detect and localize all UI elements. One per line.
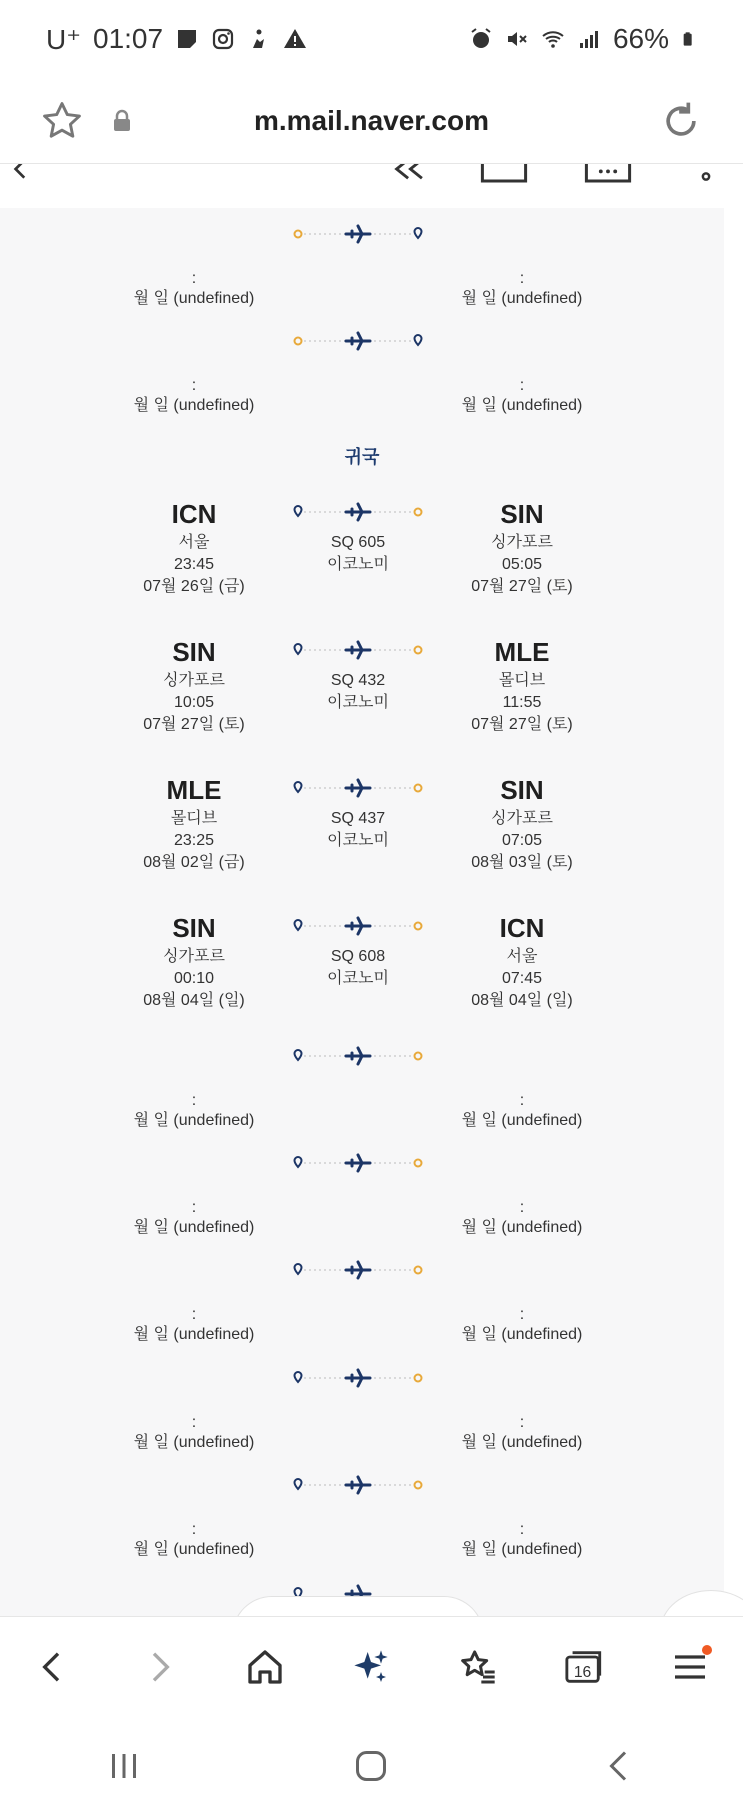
left-date: 월 일 (undefined) xyxy=(133,1112,255,1129)
tabs-icon xyxy=(564,1647,604,1687)
plane-icon xyxy=(346,1370,370,1386)
recents-icon xyxy=(106,1748,142,1784)
right-date: 월 일 (undefined) xyxy=(461,397,583,414)
departure-city: 몰디브 xyxy=(170,810,218,827)
left-date: 월 일 (undefined) xyxy=(133,290,255,307)
home-icon xyxy=(245,1647,285,1687)
arrival-date: 08월 03일 (토) xyxy=(471,854,573,871)
tabs-button[interactable] xyxy=(556,1639,612,1695)
clock: 01:07 xyxy=(93,23,164,54)
left-time: : xyxy=(191,1414,197,1431)
arrival-time: 05:05 xyxy=(501,556,543,573)
flight-number: SQ 432 xyxy=(330,672,386,689)
departure-time: 00:10 xyxy=(173,970,215,987)
battery-percent: 66% xyxy=(612,23,669,54)
bookmarks-icon xyxy=(458,1647,498,1687)
right-time: : xyxy=(519,1521,525,1538)
route-line xyxy=(290,914,426,938)
wifi-icon xyxy=(541,27,565,51)
mail-toolbar xyxy=(0,164,743,208)
tbd-row xyxy=(0,222,724,342)
left-date: 월 일 (undefined) xyxy=(133,1326,255,1343)
flight-row xyxy=(0,774,724,894)
route-line xyxy=(290,222,426,246)
cabin-class: 이코노미 xyxy=(327,556,389,573)
arrival-code: SIN xyxy=(500,775,544,805)
mail-box-icon[interactable] xyxy=(480,164,528,184)
forward-icon xyxy=(139,1647,179,1687)
flight-row xyxy=(0,498,724,618)
arrival-city: 싱가포르 xyxy=(491,534,553,551)
plane-icon xyxy=(346,1155,370,1171)
instagram-icon xyxy=(211,27,235,51)
more-box-icon[interactable] xyxy=(584,164,632,184)
arrival-city: 싱가포르 xyxy=(491,810,553,827)
sparkle-icon xyxy=(351,1647,391,1687)
arrival xyxy=(422,636,622,736)
departure-code: SIN xyxy=(172,913,216,943)
left-date: 월 일 (undefined) xyxy=(133,1219,255,1236)
departure-city: 서울 xyxy=(178,534,210,551)
flight-number: SQ 605 xyxy=(330,534,386,551)
route-line xyxy=(290,1258,426,1282)
left-date: 월 일 (undefined) xyxy=(133,397,255,414)
tbd-row xyxy=(0,1258,724,1378)
home-button[interactable] xyxy=(237,1639,293,1695)
tbd-row xyxy=(0,1473,724,1593)
note-icon xyxy=(175,27,199,51)
plane-icon xyxy=(346,1048,370,1064)
departure-date: 07월 26일 (금) xyxy=(143,578,245,595)
plane-icon xyxy=(346,642,370,658)
back-system-button[interactable] xyxy=(589,1736,649,1796)
departure-date: 07월 27일 (토) xyxy=(143,716,245,733)
arrival xyxy=(422,912,622,1012)
departure-date: 08월 02일 (금) xyxy=(143,854,245,871)
warning-icon xyxy=(283,27,307,51)
right-date: 월 일 (undefined) xyxy=(461,1434,583,1451)
arrival-date: 07월 27일 (토) xyxy=(471,578,573,595)
ai-assistant-button[interactable] xyxy=(343,1639,399,1695)
route-line xyxy=(290,500,426,524)
status-bar xyxy=(0,0,743,78)
right-time: : xyxy=(519,1306,525,1323)
plane-icon xyxy=(346,780,370,796)
left-time: : xyxy=(191,377,197,394)
departure-code: MLE xyxy=(166,775,222,805)
arrival xyxy=(422,498,622,598)
tbd-row xyxy=(0,329,724,449)
route-line xyxy=(290,1044,426,1068)
departure-time: 23:45 xyxy=(173,556,215,573)
status-left xyxy=(46,23,307,56)
tbd-row xyxy=(0,1044,724,1164)
cabin-class: 이코노미 xyxy=(327,970,389,987)
departure-code: SIN xyxy=(172,637,216,667)
url-bar xyxy=(0,78,743,164)
right-time: : xyxy=(519,270,525,287)
plane-icon xyxy=(346,918,370,934)
flight-row xyxy=(0,912,724,1032)
departure-city: 싱가포르 xyxy=(163,948,225,965)
arrival-code: ICN xyxy=(499,913,545,943)
arrival-code: MLE xyxy=(494,637,550,667)
status-right xyxy=(469,23,697,55)
right-time: : xyxy=(519,377,525,394)
back-arrow-icon[interactable] xyxy=(8,164,34,184)
right-date: 월 일 (undefined) xyxy=(461,1219,583,1236)
arrival xyxy=(422,774,622,874)
route-line xyxy=(290,329,426,353)
bookmarks-button[interactable] xyxy=(450,1639,506,1695)
route-line xyxy=(290,1366,426,1390)
plane-icon xyxy=(346,504,370,520)
star-icon[interactable] xyxy=(40,99,84,143)
right-time: : xyxy=(519,1092,525,1109)
scroll-track xyxy=(724,208,743,1616)
arrival-time: 07:05 xyxy=(501,832,543,849)
departure-city: 싱가포르 xyxy=(163,672,225,689)
accessibility-icon xyxy=(247,27,271,51)
arrival-date: 08월 04일 (일) xyxy=(471,992,573,1009)
battery-icon xyxy=(681,27,697,51)
departure-code: ICN xyxy=(171,499,217,529)
right-date: 월 일 (undefined) xyxy=(461,290,583,307)
arrival-code: SIN xyxy=(500,499,544,529)
tbd-row xyxy=(0,1366,724,1486)
right-date: 월 일 (undefined) xyxy=(461,1326,583,1343)
right-time: : xyxy=(519,1199,525,1216)
carrier-label: U⁺ xyxy=(46,23,81,55)
tab-count: 16 xyxy=(573,1664,592,1681)
back-chevron-icon xyxy=(601,1748,637,1784)
left-time: : xyxy=(191,270,197,287)
route-line xyxy=(290,1473,426,1497)
right-date: 월 일 (undefined) xyxy=(461,1541,583,1558)
kebab-menu-icon[interactable] xyxy=(696,164,716,184)
plane-icon xyxy=(346,333,370,349)
flight-number: SQ 608 xyxy=(330,948,386,965)
route-line xyxy=(290,1151,426,1175)
left-date: 월 일 (undefined) xyxy=(133,1541,255,1558)
plane-icon xyxy=(346,1477,370,1493)
arrival-time: 11:55 xyxy=(502,694,542,711)
right-date: 월 일 (undefined) xyxy=(461,1112,583,1129)
flight-number: SQ 437 xyxy=(330,810,386,827)
return-section-title: 귀국 xyxy=(344,447,380,467)
menu-button[interactable] xyxy=(662,1639,718,1695)
back-icon xyxy=(33,1647,73,1687)
departure-time: 10:05 xyxy=(173,694,215,711)
route-line xyxy=(290,776,426,800)
arrival-city: 서울 xyxy=(506,948,538,965)
arrival-date: 07월 27일 (토) xyxy=(471,716,573,733)
lock-icon xyxy=(110,109,134,133)
departure-time: 23:25 xyxy=(173,832,215,849)
reply-all-icon[interactable] xyxy=(392,164,438,184)
back-button[interactable] xyxy=(25,1639,81,1695)
home-square-icon xyxy=(353,1748,389,1784)
reload-icon[interactable] xyxy=(659,99,703,143)
arrival-time: 07:45 xyxy=(501,970,543,987)
notification-dot xyxy=(702,1645,712,1655)
arrival-city: 몰디브 xyxy=(498,672,546,689)
left-date: 월 일 (undefined) xyxy=(133,1434,255,1451)
left-time: : xyxy=(191,1199,197,1216)
plane-icon xyxy=(346,1262,370,1278)
browser-toolbar xyxy=(0,1616,743,1717)
itinerary-content xyxy=(0,208,724,1616)
signal-icon xyxy=(577,27,601,51)
right-time: : xyxy=(519,1414,525,1431)
system-navigation-bar xyxy=(0,1716,743,1816)
flight-row xyxy=(0,636,724,756)
left-time: : xyxy=(191,1306,197,1323)
home-system-button[interactable] xyxy=(341,1736,401,1796)
plane-icon xyxy=(346,226,370,242)
route-line xyxy=(290,638,426,662)
left-time: : xyxy=(191,1521,197,1538)
forward-button[interactable] xyxy=(131,1639,187,1695)
left-time: : xyxy=(191,1092,197,1109)
cabin-class: 이코노미 xyxy=(327,832,389,849)
alarm-icon xyxy=(469,27,493,51)
cabin-class: 이코노미 xyxy=(327,694,389,711)
recents-button[interactable] xyxy=(94,1736,154,1796)
url-text[interactable]: m.mail.naver.com xyxy=(253,104,489,136)
departure-date: 08월 04일 (일) xyxy=(143,992,245,1009)
tbd-row xyxy=(0,1151,724,1271)
mute-icon xyxy=(505,27,529,51)
